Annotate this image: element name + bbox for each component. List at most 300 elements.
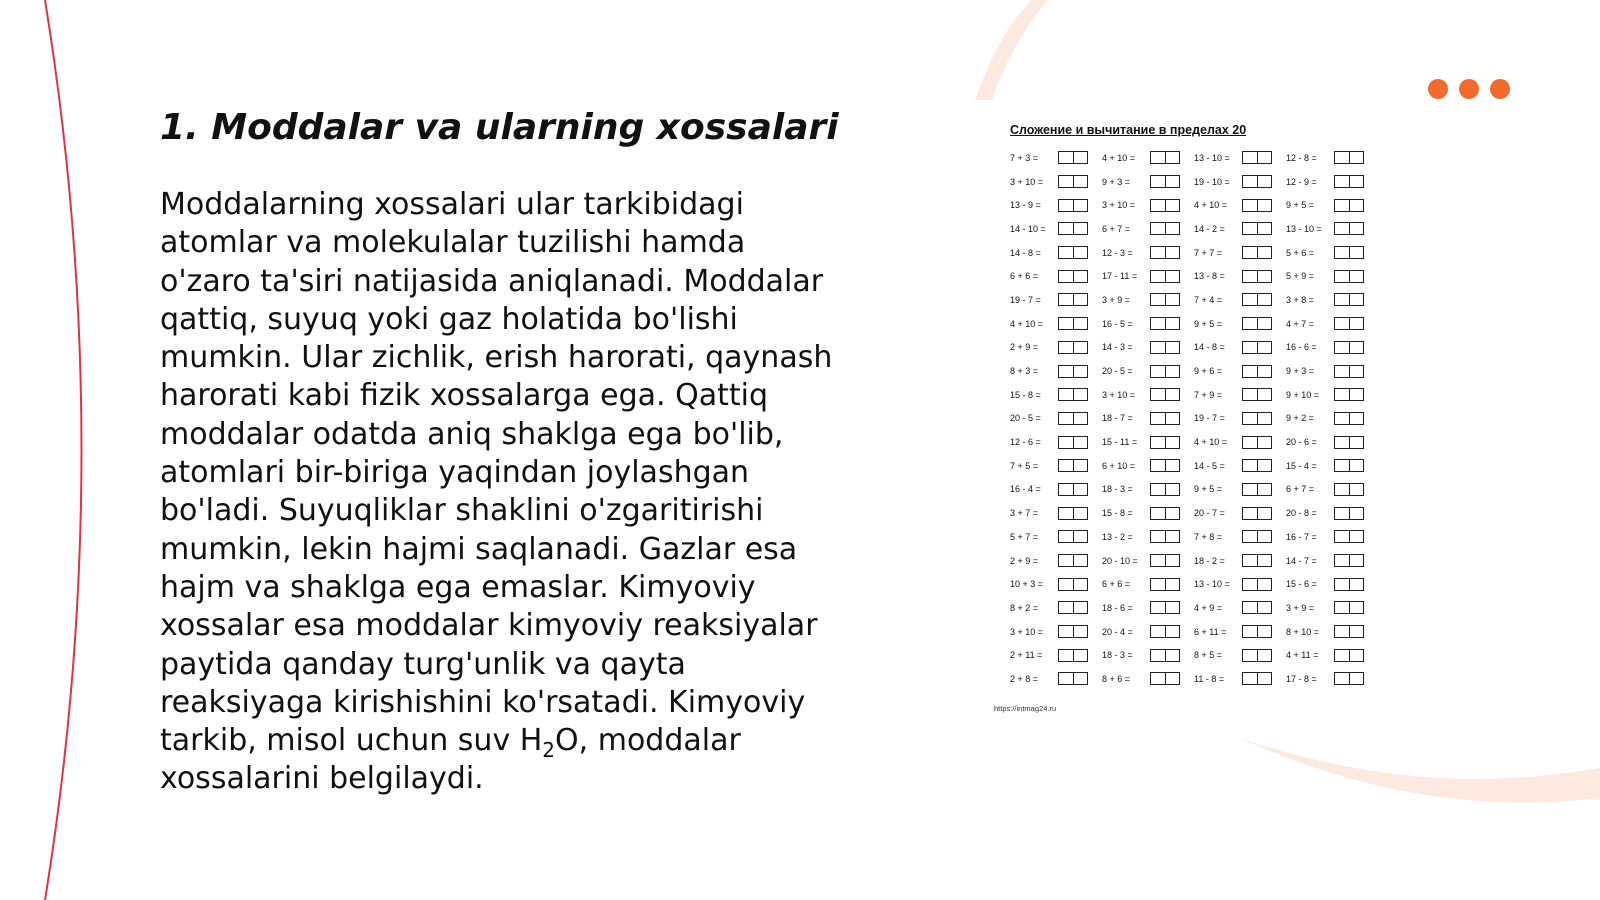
problem-expression: 14 - 10 = [1010, 223, 1046, 234]
worksheet-problem [1286, 151, 1378, 164]
worksheet-problem [1286, 459, 1378, 472]
worksheet-row [1010, 549, 1378, 573]
worksheet-row [1010, 454, 1378, 478]
problem-expression: 11 - 8 = [1194, 673, 1225, 684]
worksheet-row [1010, 430, 1378, 454]
worksheet-problem [1286, 246, 1378, 259]
answer-boxes [1150, 388, 1180, 401]
answer-boxes [1334, 293, 1364, 306]
answer-boxes [1334, 625, 1364, 638]
problem-expression: 3 + 10 = [1102, 389, 1136, 400]
worksheet-problem [1286, 175, 1378, 188]
problem-expression: 6 + 7 = [1102, 223, 1131, 234]
worksheet-problem [1286, 270, 1378, 283]
worksheet-problem [1194, 649, 1286, 662]
problem-expression: 13 - 10 = [1194, 579, 1230, 590]
answer-boxes [1334, 672, 1364, 685]
problem-expression: 8 + 2 = [1010, 602, 1039, 613]
answer-boxes [1150, 601, 1180, 614]
problem-expression: 3 + 9 = [1286, 602, 1315, 613]
answer-boxes [1058, 270, 1088, 283]
worksheet-problem [1286, 625, 1378, 638]
worksheet-problem [1010, 199, 1102, 212]
problem-expression: 14 - 8 = [1194, 342, 1225, 353]
worksheet-problem [1286, 672, 1378, 685]
worksheet-title: Сложение и вычитание в пределах 20 [1010, 123, 1247, 137]
worksheet-problem [1286, 388, 1378, 401]
problem-expression: 7 + 5 = [1010, 460, 1039, 471]
answer-boxes [1150, 530, 1180, 543]
answer-boxes [1058, 436, 1088, 449]
answer-boxes [1334, 246, 1364, 259]
worksheet-problem [1010, 578, 1102, 591]
worksheet-problem [1102, 436, 1194, 449]
answer-boxes [1058, 530, 1088, 543]
worksheet-problem [1102, 293, 1194, 306]
menu-dots [1428, 79, 1510, 99]
answer-boxes [1058, 222, 1088, 235]
problem-expression: 4 + 10 = [1010, 318, 1044, 329]
worksheet-problem [1010, 151, 1102, 164]
problem-expression: 17 - 11 = [1102, 271, 1138, 282]
problem-expression: 2 + 8 = [1010, 673, 1039, 684]
answer-boxes [1150, 554, 1180, 567]
worksheet-problem [1194, 246, 1286, 259]
problem-expression: 4 + 10 = [1102, 152, 1136, 163]
worksheet-problem [1194, 412, 1286, 425]
problem-expression: 20 - 6 = [1286, 437, 1317, 448]
worksheet-row [1010, 170, 1378, 194]
answer-boxes [1242, 601, 1272, 614]
worksheet-problem [1102, 199, 1194, 212]
worksheet-problem [1010, 341, 1102, 354]
worksheet-problem [1102, 412, 1194, 425]
problem-expression: 7 + 7 = [1194, 247, 1223, 258]
answer-boxes [1334, 341, 1364, 354]
problem-expression: 20 - 7 = [1194, 508, 1225, 519]
answer-boxes [1334, 388, 1364, 401]
answer-boxes [1334, 436, 1364, 449]
worksheet-problem [1010, 601, 1102, 614]
answer-boxes [1334, 270, 1364, 283]
answer-boxes [1058, 388, 1088, 401]
worksheet-problem [1286, 199, 1378, 212]
worksheet-problem [1102, 365, 1194, 378]
body-subscript: 2 [542, 738, 556, 763]
problem-expression: 12 - 3 = [1102, 247, 1133, 258]
answer-boxes [1150, 246, 1180, 259]
answer-boxes [1150, 436, 1180, 449]
worksheet-problem [1194, 175, 1286, 188]
problem-expression: 18 - 3 = [1102, 650, 1133, 661]
answer-boxes [1242, 649, 1272, 662]
problem-expression: 17 - 8 = [1286, 673, 1317, 684]
worksheet-problem [1102, 341, 1194, 354]
worksheet-problem [1286, 649, 1378, 662]
answer-boxes [1242, 530, 1272, 543]
worksheet-problem [1194, 530, 1286, 543]
answer-boxes [1150, 151, 1180, 164]
body-text-main: Moddalarning xossalari ular tarkibidagi atomlar va molekulalar tuzilishi hamda o'zaro ta'siri natijasida aniqlanadi. Moddalar qattiq, suyuq yoki gaz holatida bo'lishi mumkin. Ular zichlik, erish harorati, qaynash harorati kabi fizik xossalarga ega. Qattiq moddalar odatda aniq shaklga ega bo'lib, atomlari bir-biriga yaqindan joylashgan bo'ladi. Suyuqliklar shaklini o'zgaritirishi mumkin, lekin hajmi saqlanadi. Gazlar esa hajm va shaklga ega emaslar. Kimyoviy xossalar esa moddalar kimyoviy reaksiyalar paytida qanday turg'unlik va qayta reaksiyaga kirishishini ko'rsatadi. Kimyoviy tarkib, misol uchun suv H [160, 187, 833, 759]
worksheet-problem [1102, 578, 1194, 591]
problem-expression: 4 + 7 = [1286, 318, 1315, 329]
worksheet-problem [1102, 483, 1194, 496]
problem-expression: 8 + 3 = [1010, 366, 1039, 377]
problem-expression: 14 - 8 = [1010, 247, 1041, 258]
worksheet-problem [1010, 436, 1102, 449]
worksheet-row [1010, 407, 1378, 431]
problem-expression: 15 - 8 = [1010, 389, 1041, 400]
problem-expression: 4 + 11 = [1286, 650, 1319, 661]
answer-boxes [1242, 317, 1272, 330]
answer-boxes [1150, 341, 1180, 354]
problem-expression: 5 + 9 = [1286, 271, 1315, 282]
worksheet-problem [1010, 625, 1102, 638]
worksheet-row [1010, 572, 1378, 596]
problem-expression: 16 - 7 = [1286, 531, 1317, 542]
worksheet-problem [1102, 388, 1194, 401]
worksheet-image [990, 118, 1370, 718]
answer-boxes [1334, 175, 1364, 188]
worksheet-problem [1102, 317, 1194, 330]
worksheet-problem [1102, 270, 1194, 283]
worksheet-problem [1010, 365, 1102, 378]
problem-expression: 5 + 6 = [1286, 247, 1315, 258]
answer-boxes [1334, 601, 1364, 614]
answer-boxes [1334, 483, 1364, 496]
answer-boxes [1334, 578, 1364, 591]
top-arc-shape [975, 0, 1048, 100]
worksheet-problem [1194, 317, 1286, 330]
answer-boxes [1150, 293, 1180, 306]
answer-boxes [1242, 578, 1272, 591]
problem-expression: 14 - 7 = [1286, 555, 1317, 566]
problem-expression: 9 + 2 = [1286, 413, 1315, 424]
worksheet-problem [1010, 483, 1102, 496]
worksheet-problem [1102, 672, 1194, 685]
problem-expression: 6 + 6 = [1102, 579, 1131, 590]
worksheet-row [1010, 667, 1378, 691]
worksheet-row [1010, 288, 1378, 312]
worksheet-problem [1194, 601, 1286, 614]
answer-boxes [1242, 365, 1272, 378]
worksheet-problem [1194, 625, 1286, 638]
answer-boxes [1150, 507, 1180, 520]
worksheet-problem [1194, 483, 1286, 496]
worksheet-row [1010, 312, 1378, 336]
answer-boxes [1334, 649, 1364, 662]
worksheet-problem [1010, 672, 1102, 685]
problem-expression: 16 - 5 = [1102, 318, 1133, 329]
worksheet-row [1010, 336, 1378, 360]
worksheet-problem [1286, 530, 1378, 543]
worksheet-problem [1010, 459, 1102, 472]
problem-expression: 5 + 7 = [1010, 531, 1039, 542]
answer-boxes [1058, 199, 1088, 212]
problem-expression: 2 + 9 = [1010, 555, 1039, 566]
worksheet-problem [1010, 270, 1102, 283]
worksheet-problem [1194, 507, 1286, 520]
answer-boxes [1242, 341, 1272, 354]
answer-boxes [1242, 222, 1272, 235]
answer-boxes [1058, 151, 1088, 164]
problem-expression: 6 + 7 = [1286, 484, 1315, 495]
worksheet-problem [1010, 293, 1102, 306]
worksheet-problem [1010, 175, 1102, 188]
worksheet-problem [1102, 246, 1194, 259]
answer-boxes [1058, 578, 1088, 591]
answer-boxes [1242, 554, 1272, 567]
worksheet-problem [1286, 554, 1378, 567]
answer-boxes [1242, 436, 1272, 449]
worksheet-problem [1102, 530, 1194, 543]
problem-expression: 19 - 10 = [1194, 176, 1230, 187]
answer-boxes [1150, 412, 1180, 425]
problem-expression: 4 + 10 = [1194, 200, 1228, 211]
problem-expression: 15 - 11 = [1102, 437, 1138, 448]
worksheet-problem [1194, 341, 1286, 354]
worksheet-problem [1102, 175, 1194, 188]
worksheet-url: https://intmag24.ru [994, 704, 1057, 713]
worksheet-row [1010, 359, 1378, 383]
worksheet-problem [1010, 412, 1102, 425]
problem-expression: 7 + 3 = [1010, 152, 1039, 163]
worksheet-row [1010, 264, 1378, 288]
problem-expression: 13 - 10 = [1286, 223, 1322, 234]
worksheet-problem [1286, 436, 1378, 449]
answer-boxes [1058, 554, 1088, 567]
problem-expression: 14 - 2 = [1194, 223, 1225, 234]
problem-expression: 6 + 11 = [1194, 626, 1227, 637]
problem-expression: 18 - 3 = [1102, 484, 1133, 495]
problem-expression: 18 - 6 = [1102, 602, 1133, 613]
worksheet-problem [1010, 317, 1102, 330]
answer-boxes [1150, 175, 1180, 188]
problem-expression: 8 + 5 = [1194, 650, 1223, 661]
answer-boxes [1058, 341, 1088, 354]
problem-expression: 19 - 7 = [1010, 294, 1041, 305]
problem-expression: 3 + 10 = [1010, 626, 1044, 637]
problem-expression: 10 + 3 = [1010, 579, 1044, 590]
answer-boxes [1058, 412, 1088, 425]
problem-expression: 8 + 10 = [1286, 626, 1320, 637]
worksheet-problem [1286, 483, 1378, 496]
answer-boxes [1334, 554, 1364, 567]
answer-boxes [1150, 483, 1180, 496]
answer-boxes [1150, 317, 1180, 330]
dot-icon [1490, 79, 1510, 99]
worksheet-problem [1010, 554, 1102, 567]
problem-expression: 6 + 10 = [1102, 460, 1136, 471]
worksheet-problem [1194, 578, 1286, 591]
answer-boxes [1242, 246, 1272, 259]
worksheet-problem [1102, 649, 1194, 662]
answer-boxes [1242, 151, 1272, 164]
worksheet-problem [1194, 151, 1286, 164]
answer-boxes [1242, 293, 1272, 306]
worksheet-problem [1194, 554, 1286, 567]
problem-expression: 15 - 6 = [1286, 579, 1317, 590]
problem-expression: 9 + 5 = [1194, 484, 1223, 495]
problem-expression: 19 - 7 = [1194, 413, 1225, 424]
worksheet-row [1010, 241, 1378, 265]
problem-expression: 9 + 3 = [1102, 176, 1131, 187]
worksheet-problem [1194, 672, 1286, 685]
worksheet-row [1010, 146, 1378, 170]
problem-expression: 12 - 9 = [1286, 176, 1317, 187]
problem-expression: 6 + 6 = [1010, 271, 1039, 282]
worksheet-row [1010, 525, 1378, 549]
problem-expression: 18 - 7 = [1102, 413, 1133, 424]
problem-expression: 16 - 4 = [1010, 484, 1041, 495]
problem-expression: 14 - 5 = [1194, 460, 1225, 471]
answer-boxes [1058, 365, 1088, 378]
worksheet-problem [1194, 222, 1286, 235]
worksheet-problem [1010, 530, 1102, 543]
answer-boxes [1150, 672, 1180, 685]
answer-boxes [1334, 151, 1364, 164]
worksheet-problem [1102, 554, 1194, 567]
answer-boxes [1058, 175, 1088, 188]
problem-expression: 9 + 3 = [1286, 366, 1315, 377]
problem-expression: 20 - 5 = [1010, 413, 1041, 424]
worksheet-problem [1286, 317, 1378, 330]
answer-boxes [1334, 459, 1364, 472]
answer-boxes [1334, 365, 1364, 378]
worksheet-problem [1286, 507, 1378, 520]
answer-boxes [1242, 199, 1272, 212]
worksheet-problem [1194, 293, 1286, 306]
answer-boxes [1150, 365, 1180, 378]
worksheet-row [1010, 193, 1378, 217]
bottom-arc-shape [1240, 738, 1600, 803]
worksheet-problem [1194, 199, 1286, 212]
worksheet-row [1010, 217, 1378, 241]
answer-boxes [1058, 625, 1088, 638]
problem-expression: 7 + 8 = [1194, 531, 1223, 542]
problem-expression: 12 - 6 = [1010, 437, 1041, 448]
problem-expression: 9 + 10 = [1286, 389, 1320, 400]
worksheet-problem [1286, 578, 1378, 591]
worksheet-row [1010, 643, 1378, 667]
answer-boxes [1150, 222, 1180, 235]
worksheet-problem [1102, 222, 1194, 235]
worksheet-problem [1194, 270, 1286, 283]
worksheet-row [1010, 596, 1378, 620]
problem-expression: 3 + 10 = [1102, 200, 1136, 211]
problem-expression: 3 + 10 = [1010, 176, 1044, 187]
answer-boxes [1058, 483, 1088, 496]
worksheet-problem [1194, 365, 1286, 378]
answer-boxes [1058, 649, 1088, 662]
problem-expression: 13 - 8 = [1194, 271, 1225, 282]
dot-icon [1428, 79, 1448, 99]
answer-boxes [1242, 507, 1272, 520]
answer-boxes [1242, 388, 1272, 401]
problem-expression: 3 + 7 = [1010, 508, 1039, 519]
worksheet-problem [1102, 151, 1194, 164]
problem-expression: 12 - 8 = [1286, 152, 1317, 163]
problem-expression: 4 + 9 = [1194, 602, 1223, 613]
answer-boxes [1334, 199, 1364, 212]
answer-boxes [1242, 625, 1272, 638]
answer-boxes [1334, 317, 1364, 330]
problem-expression: 7 + 9 = [1194, 389, 1223, 400]
worksheet-problem [1102, 601, 1194, 614]
worksheet-problem [1286, 365, 1378, 378]
answer-boxes [1242, 175, 1272, 188]
worksheet-problem [1102, 625, 1194, 638]
problem-expression: 7 + 4 = [1194, 294, 1223, 305]
worksheet-grid [1010, 146, 1378, 691]
answer-boxes [1150, 578, 1180, 591]
worksheet-row [1010, 383, 1378, 407]
problem-expression: 15 - 8 = [1102, 508, 1133, 519]
problem-expression: 9 + 5 = [1194, 318, 1223, 329]
answer-boxes [1058, 459, 1088, 472]
answer-boxes [1058, 317, 1088, 330]
problem-expression: 2 + 9 = [1010, 342, 1039, 353]
answer-boxes [1242, 672, 1272, 685]
problem-expression: 4 + 10 = [1194, 437, 1228, 448]
left-curve-line [45, 0, 82, 900]
problem-expression: 8 + 6 = [1102, 673, 1131, 684]
answer-boxes [1242, 412, 1272, 425]
problem-expression: 3 + 8 = [1286, 294, 1315, 305]
problem-expression: 20 - 8 = [1286, 508, 1317, 519]
answer-boxes [1150, 270, 1180, 283]
worksheet-problem [1102, 459, 1194, 472]
problem-expression: 9 + 6 = [1194, 366, 1223, 377]
worksheet-problem [1010, 222, 1102, 235]
problem-expression: 18 - 2 = [1194, 555, 1225, 566]
answer-boxes [1334, 412, 1364, 425]
slide-body-text [160, 186, 840, 799]
problem-expression: 16 - 6 = [1286, 342, 1317, 353]
problem-expression: 13 - 10 = [1194, 152, 1230, 163]
body-text-end: O, moddalar xossalarini belgilaydi. [160, 723, 741, 797]
problem-expression: 13 - 2 = [1102, 531, 1133, 542]
answer-boxes [1058, 293, 1088, 306]
worksheet-problem [1286, 293, 1378, 306]
problem-expression: 13 - 9 = [1010, 200, 1041, 211]
worksheet-row [1010, 620, 1378, 644]
worksheet-problem [1194, 388, 1286, 401]
answer-boxes [1242, 483, 1272, 496]
worksheet-problem [1194, 436, 1286, 449]
answer-boxes [1058, 507, 1088, 520]
problem-expression: 2 + 11 = [1010, 650, 1043, 661]
worksheet-problem [1286, 222, 1378, 235]
worksheet-problem [1010, 507, 1102, 520]
answer-boxes [1058, 246, 1088, 259]
worksheet-row [1010, 478, 1378, 502]
answer-boxes [1334, 530, 1364, 543]
answer-boxes [1242, 459, 1272, 472]
worksheet-problem [1010, 246, 1102, 259]
worksheet-problem [1286, 341, 1378, 354]
answer-boxes [1334, 507, 1364, 520]
worksheet-problem [1010, 388, 1102, 401]
problem-expression: 9 + 5 = [1286, 200, 1315, 211]
problem-expression: 20 - 4 = [1102, 626, 1133, 637]
problem-expression: 14 - 3 = [1102, 342, 1133, 353]
answer-boxes [1242, 270, 1272, 283]
slide-title: 1. Moddalar va ularning xossalari [160, 107, 839, 148]
worksheet-problem [1286, 412, 1378, 425]
answer-boxes [1150, 459, 1180, 472]
problem-expression: 3 + 9 = [1102, 294, 1131, 305]
